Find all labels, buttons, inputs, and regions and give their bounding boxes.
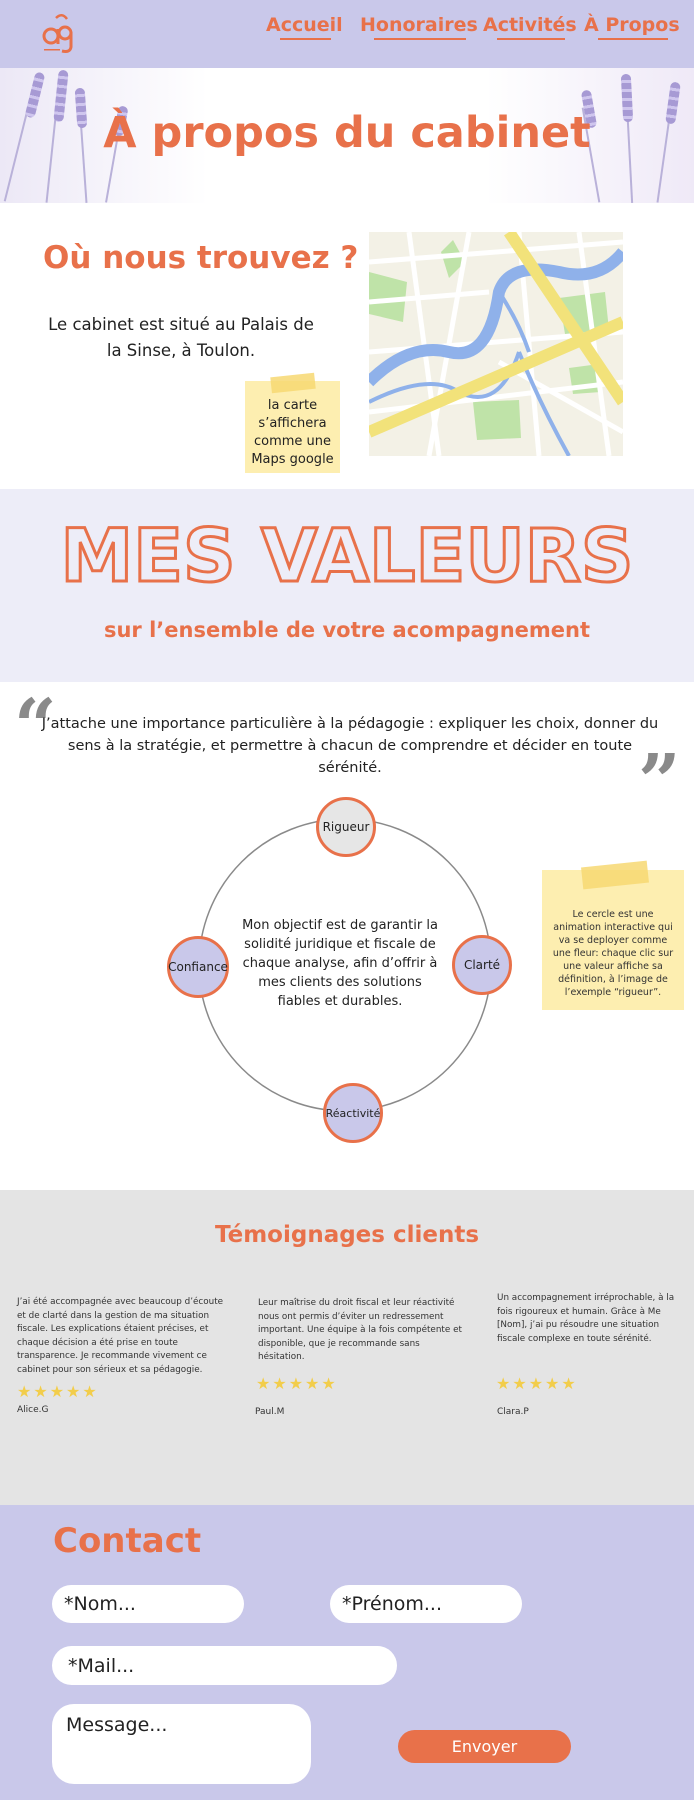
brand-logo[interactable]: [34, 10, 78, 54]
tape-strip: [581, 861, 649, 890]
nav-underline: [280, 38, 331, 40]
svg-text:MES VALEURS: MES VALEURS: [60, 514, 634, 595]
circle-sticky-note: [542, 870, 684, 1010]
testimonial-text: Un accompagnement irréprochable, à la fois rigoureux et humain. Grâce à Me [Nom], j’ai pu résoudre une situation fiscale complexe en toute sérénité.: [497, 1293, 675, 1344]
values-circle-text: Mon objectif est de garantir la solidité juridique et fiscale de chaque analyse, afin d’offrir à mes clients des solutions fiables et durables.: [242, 918, 438, 1009]
testimonials-title: Témoignages clients: [214, 1222, 480, 1248]
nav-a-propos[interactable]: À Propos: [584, 14, 680, 36]
nom-input[interactable]: [52, 1585, 244, 1623]
value-node-rigueur[interactable]: Rigueur: [316, 797, 376, 857]
nav-accueil[interactable]: Accueil: [266, 14, 343, 36]
values-heading: [0, 505, 694, 595]
mail-input[interactable]: [52, 1646, 397, 1685]
testimonial-text: Leur maîtrise du droit fiscal et leur réactivité nous ont permis d’éviter un redressement important. Une équipe à la fois compétente et disponible, que je recommande sans hésitation.: [258, 1298, 462, 1362]
nav-honoraires[interactable]: Honoraires: [360, 14, 478, 36]
value-node-reactivite[interactable]: Réactivité: [323, 1083, 383, 1143]
location-text: Le cabinet est situé au Palais de la Sinse, à Toulon.: [48, 315, 314, 360]
rating-stars: ★★★★★: [496, 1374, 578, 1393]
contact-title: Contact: [53, 1521, 202, 1561]
testimonial-author: Alice.G: [17, 1405, 49, 1415]
nav-underline: [374, 38, 466, 40]
send-button[interactable]: Envoyer: [398, 1730, 571, 1763]
rating-stars: ★★★★★: [256, 1374, 338, 1393]
page-title: À propos du cabinet: [103, 108, 591, 158]
values-quote: J’attache une importance particulière à la pédagogie : expliquer les choix, donner du sens à la stratégie, et permettre à chacun de comprendre et décider en toute sérénité.: [41, 716, 659, 776]
site-header: [0, 0, 694, 68]
hero-banner: [0, 68, 694, 203]
close-quote-icon: ”: [638, 739, 681, 825]
rating-stars: ★★★★★: [17, 1382, 99, 1401]
nav-activites[interactable]: Activités: [483, 14, 577, 36]
testimonial-author: Clara.P: [497, 1407, 529, 1417]
tape-strip: [270, 373, 315, 394]
testimonial-text: J’ai été accompagnée avec beaucoup d’écoute et de clarté dans la gestion de ma situation fiscale. Les explications étaient précises, et chaque décision a été prise en toute transparence. Je recommande vivement ce cabinet pour son sérieux et sa pédagogie.: [17, 1297, 224, 1375]
sticky-note-text: la carte s’affichera comme une Maps google: [251, 398, 334, 467]
values-subtitle: sur l’ensemble de votre acompagnement: [103, 618, 590, 642]
value-node-confiance[interactable]: Confiance: [167, 936, 229, 998]
map-sticky-note: [245, 381, 340, 473]
nav-underline: [497, 38, 565, 40]
nav-underline: [598, 38, 668, 40]
map-placeholder[interactable]: [369, 232, 623, 456]
prenom-input[interactable]: [330, 1585, 522, 1623]
value-node-clarte[interactable]: Clarté: [452, 935, 512, 995]
open-quote-icon: “: [14, 684, 57, 770]
location-title: Où nous trouvez ?: [43, 240, 359, 276]
message-input[interactable]: [52, 1704, 311, 1784]
testimonial-author: Paul.M: [255, 1407, 285, 1417]
sticky-note-text: Le cercle est une animation interactive qui va se deployer comme une fleur: chaque clic sur une valeur affiche sa définition, à l’image de l’exemple “rigueur”.: [552, 909, 674, 998]
